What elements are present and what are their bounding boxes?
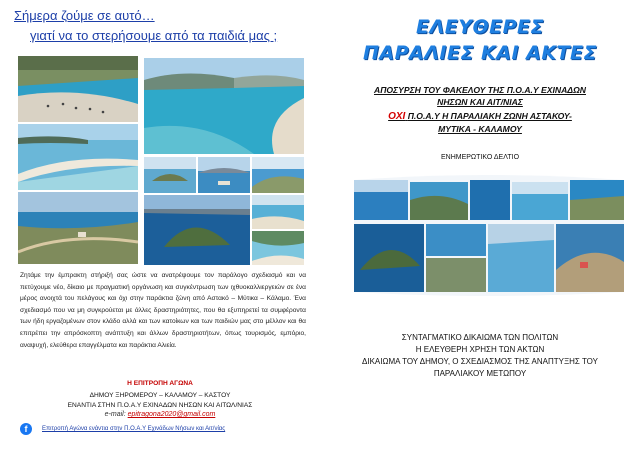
- newsletter-label: ΕΝΗΜΕΡΩΤΙΚΟ ΔΕΛΤΙΟ: [440, 154, 520, 161]
- no-word: ΟΧΙ: [388, 111, 406, 122]
- committee-line-3: ΕΝΑΝΤΙΑ ΣΤΗΝ Π.Ο.Α.Υ ΕΧΙΝΑΔΩΝ ΝΗΣΩΝ ΚΑΙ ΑΙΤΩΛ/ΝΙΑΣ: [67, 402, 253, 409]
- title-line-2: ΠΑΡΑΛΙΕΣ ΚΑΙ ΑΚΤΕΣ: [362, 42, 598, 64]
- photo-sandbar-lagoon: [18, 124, 138, 190]
- photo-island-aerial: [144, 195, 250, 265]
- closing-line-4: ΠΑΡΑΛΙΑΚΟΥ ΜΕΤΩΠΟΥ: [433, 369, 527, 378]
- photo-beach-small-1: [252, 195, 304, 229]
- subtitle-line-3: [320, 110, 640, 123]
- facebook-icon[interactable]: f: [20, 423, 32, 435]
- photo-turquoise-cove: [144, 58, 304, 154]
- photo-beach-crowd: [18, 56, 138, 122]
- subtitle-line-3-text: Π.Ο.Α.Υ Η ΠΑΡΑΛΙΑΚΗ ΖΩΝΗ ΑΣΤΑΚΟΥ-: [407, 111, 572, 121]
- photo-island-small-1: [144, 157, 196, 193]
- right-panel: [320, 0, 640, 452]
- facebook-page-link[interactable]: Επιτροπή Αγώνα ενάντια στην Π.Ο.Α.Υ Εχινάδων Νήσων και Αιτ/νίας: [42, 426, 226, 432]
- photo-island-small-2: [198, 157, 250, 193]
- photo-beach-small-2: [252, 231, 304, 265]
- appeal-text: Ζητάμε την έμπρακτη στήριξή σας ώστε να ανατρέψουμε τον παράλογο σχεδιασμό και να πετύχουμε νέο, δίκαιο με πραγματική οργάνωση και συγκέντρωση των ιχθυοκαλλιεργειών σε ένα μέρος ανοιχτά του πελάγους και όχι στην παράκτια ζώνη από Αστακό – Μύτικα – Κάλαμο. Ένα σχεδιασμό που να μη συγκρούεται με άλλες δραστηριότητες, που θα εξυπηρετεί τα συμφέροντα των ήδη εργαζομένων στον κλάδο αλλά και των κατοίκων και των παιδιών μας στο μέλλον και θα επιτρέπει την απρόσκοπτη ανάπτυξη και άλλων δραστηριοτήτων, όπως τουρισμός, εμπόριο, αναψυχή, ελεύθερα επαγγέλματα και παράκτια Αλιεία.: [20, 272, 306, 349]
- email-label: e-mail:: [104, 411, 126, 418]
- headline-2: γιατί να το στερήσουμε από τα παιδιά μας ;: [30, 28, 278, 43]
- subtitle-line-2: ΝΗΣΩΝ ΚΑΙ ΑΙΤ/ΝΙΑΣ: [437, 97, 523, 107]
- committee-title: Η ΕΠΙΤΡΟΠΗ ΑΓΩΝΑ: [127, 380, 193, 387]
- photo-collage-banner: [350, 170, 628, 300]
- committee-line-2: ΔΗΜΟΥ ΞΗΡΟΜΕΡΟΥ – ΚΑΛΑΜΟΥ – ΚΑΣΤΟΥ: [89, 392, 231, 399]
- title-line-1: ΕΛΕΥΘΕΡΕΣ: [416, 16, 544, 38]
- facebook-row[interactable]: [20, 422, 320, 436]
- photo-island-small-3: [252, 157, 304, 193]
- closing-line-3: ΔΙΚΑΙΩΜΑ ΤΟΥ ΔΗΜΟΥ, Ο ΣΧΕΔΙΑΣΜΟΣ ΤΗΣ ΑΝΑΠΤΥΞΗΣ ΤΟΥ: [362, 357, 598, 366]
- email-link[interactable]: epitragona2020@gmail.com: [127, 411, 216, 418]
- subtitle-line-1: ΑΠΟΣΥΡΣΗ ΤΟΥ ΦΑΚΕΛΟΥ ΤΗΣ Π.Ο.Α.Υ ΕΧΙΝΑΔΩΝ: [373, 85, 586, 95]
- closing-line-1: ΣΥΝΤΑΓΜΑΤΙΚΟ ΔΙΚΑΙΩΜΑ ΤΩΝ ΠΟΛΙΤΩΝ: [401, 333, 559, 342]
- subtitle-line-4: ΜΥΤΙΚΑ - ΚΑΛΑΜΟΥ: [438, 124, 522, 134]
- headline-1: Σήμερα ζούμε σε αυτό…: [14, 8, 155, 23]
- email-line: [0, 411, 320, 418]
- photo-coastal-road: [18, 192, 138, 264]
- closing-line-2: Η ΕΛΕΥΘΕΡΗ ΧΡΗΣΗ ΤΩΝ ΑΚΤΩΝ: [415, 345, 545, 354]
